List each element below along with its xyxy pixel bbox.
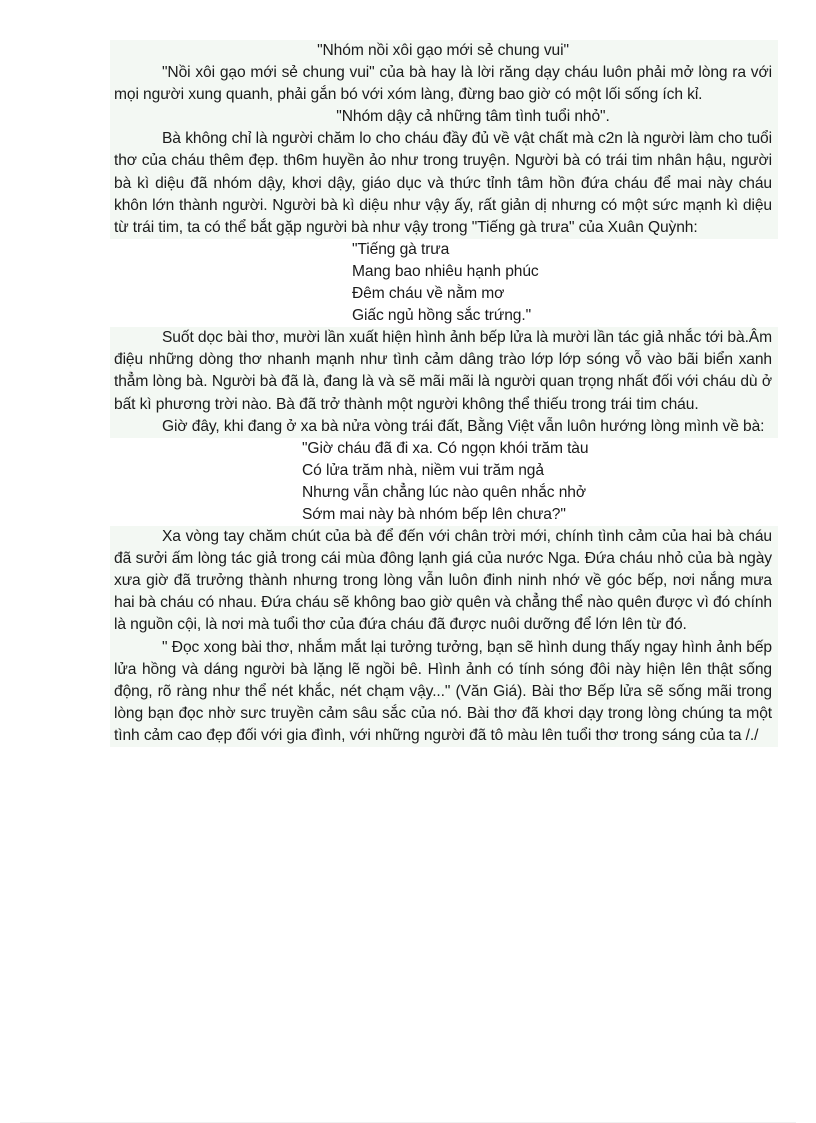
poem-line: Sớm mai này bà nhóm bếp lên chưa?" bbox=[302, 505, 566, 523]
poem-line: Đêm cháu về nằm mơ bbox=[352, 285, 505, 303]
paragraph-4: Giờ đây, khi đang ở xa bà nửa vòng trái đất, Bằng Việt vẫn luôn hướng lòng mình về bà: bbox=[162, 417, 765, 435]
paragraph-1: "Nồi xôi gạo mới sẻ chung vui" của bà hay là lời răng dạy cháu luôn phải mở lòng ra với mọi người xung quanh, phải gắn bó với xóm làng, đừng bao giờ có một lối sống ích kỉ. bbox=[114, 64, 772, 104]
poem-line: Mang bao nhiêu hạnh phúc bbox=[352, 262, 539, 280]
quote-heading-2: "Nhóm dậy cả những tâm tình tuổi nhỏ". bbox=[336, 108, 610, 126]
poem-excerpt-1 bbox=[110, 239, 778, 327]
poem-line: "Giờ cháu đã đi xa. Có ngọn khói trăm tàu bbox=[302, 439, 589, 457]
document-body bbox=[110, 40, 778, 747]
text-block-3 bbox=[110, 526, 778, 747]
paragraph-6: " Đọc xong bài thơ, nhắm mắt lại tưởng tưởng, bạn sẽ hình dung thấy ngay hình ảnh bếp lửa hồng và dáng người bà lặng lẽ ngồi bê. Hình ảnh có tính sóng đôi này hiện lên thật sống động, rõ ràng như thể nét khắc, nét chạm vậy..." (Văn Giá). Bài thơ Bếp lửa sẽ sống mãi trong lòng bạn đọc nhờ sưc truyền cảm sâu sắc của nó. Bài thơ đã khơi dạy trong lòng chúng ta một tình cảm cao đẹp đối với gia đình, với những người đã tô màu lên tuổi thơ trong sáng của ta /./ bbox=[114, 638, 772, 744]
paragraph-5: Xa vòng tay chăm chút của bà để đến với chân trời mới, chính tình cảm của hai bà cháu đã sưởi ấm lòng tác giả trong cái mùa đông lạnh giá của nước Nga. Đứa cháu nhỏ của bà ngày xưa giờ đã trưởng thành nhưng trong lòng vẫn luôn đinh ninh nhớ về góc bếp, nơi nắng mưa hai bà cháu có nhau. Đứa cháu sẽ không bao giờ quên và chẳng thể nào quên được vì đó chính là nguồn cội, là nơi mà tuổi thơ của đứa cháu đã được nuôi dưỡng để lớn lên từ đó. bbox=[114, 528, 772, 634]
text-block-2 bbox=[110, 327, 778, 437]
poem-line: Giấc ngủ hồng sắc trứng." bbox=[352, 307, 532, 325]
text-block-1 bbox=[110, 40, 778, 239]
poem-line: Có lửa trăm nhà, niềm vui trăm ngả bbox=[302, 461, 544, 479]
poem-excerpt-2 bbox=[110, 438, 778, 526]
poem-line: Nhưng vẫn chẳng lúc nào quên nhắc nhở bbox=[302, 483, 587, 501]
quote-heading-1: "Nhóm nồi xôi gạo mới sẻ chung vui" bbox=[317, 42, 569, 59]
paragraph-2: Bà không chỉ là người chăm lo cho cháu đầy đủ về vật chất mà c2n là người làm cho tuổi thơ của cháu thêm đẹp. th6m huyền ảo như trong truyện. Người bà có trái tim nhân hậu, người bà kì diệu đã nhóm dậy, khơi dậy, giáo dục và thức tỉnh tâm hồn đứa cháu để mai này cháu khôn lớn thành người. Người bà kì diệu như vậy ấy, rất giản dị nhưng có một sức mạnh kì diệu từ trái tim, ta có thể bắt gặp người bà như vậy trong "Tiếng gà trưa" của Xuân Quỳnh: bbox=[114, 130, 772, 236]
poem-line: "Tiếng gà trưa bbox=[352, 240, 450, 258]
paragraph-3: Suốt dọc bài thơ, mười lần xuất hiện hình ảnh bếp lửa là mười lần tác giả nhắc tới bà.Âm điệu những dòng thơ nhanh mạnh như tình cảm dâng trào lớp lớp sóng vỗ vào bãi biển xanh thẳm lòng bà. Người bà đã là, đang là và sẽ mãi mãi là người quan trọng nhất đối với cháu dù ở bất kì phương trời nào. Bà đã trở thành một người không thể thiếu trong trái tim cháu. bbox=[114, 329, 772, 413]
